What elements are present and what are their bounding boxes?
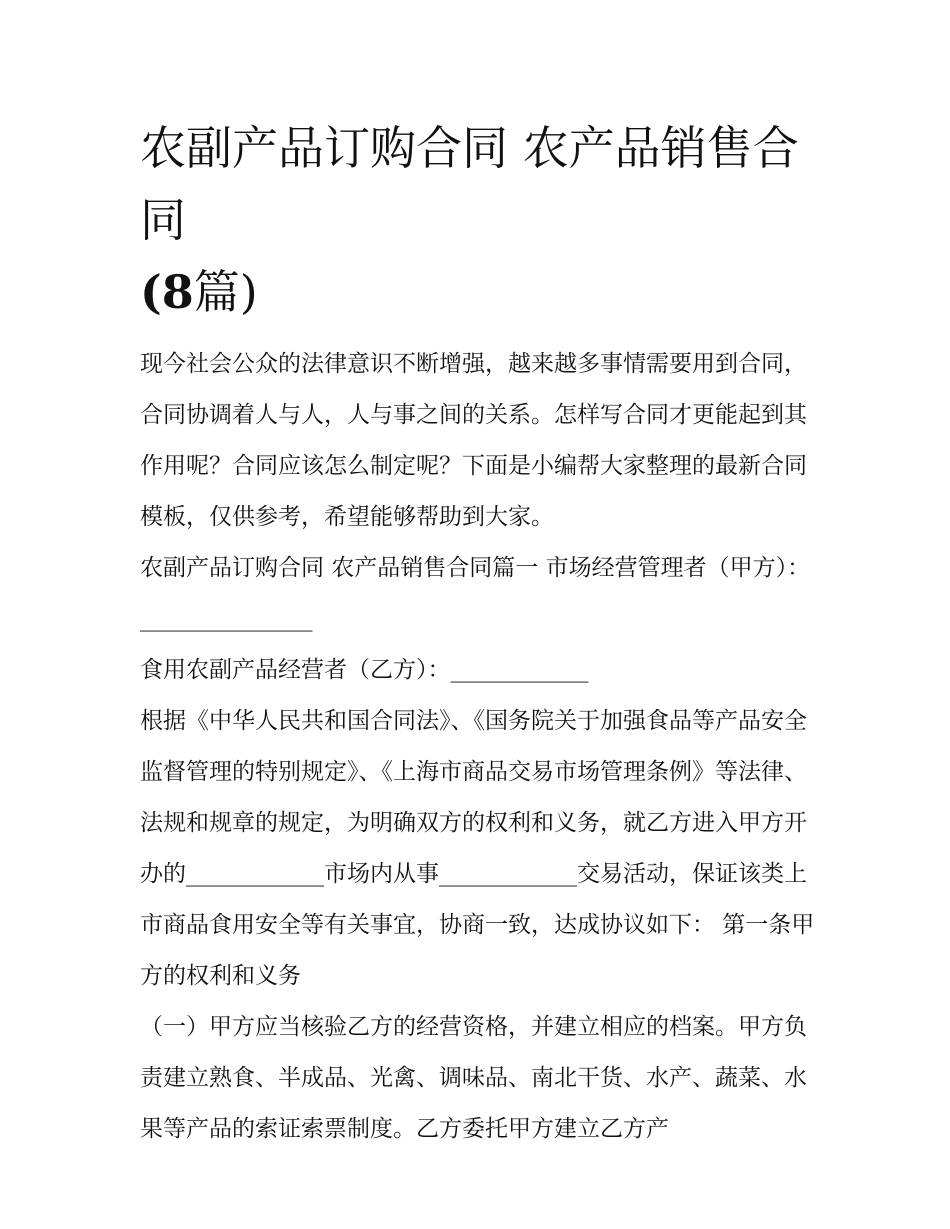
party-b-line: 食用农副产品经营者（乙方）：____________	[140, 657, 589, 683]
document-title	[140, 112, 820, 328]
clause-paragraph: （一）甲方应当核验乙方的经营资格，并建立相应的档案。甲方负责建立熟食、半成品、光禽、调味品、南北干货、水产、蔬菜、水果等产品的索证索票制度。乙方委托甲方建立乙方产	[140, 1014, 807, 1142]
party-a-line: 农副产品订购合同 农产品销售合同篇一 市场经营管理者（甲方）：_______________	[140, 555, 811, 632]
legal-basis-paragraph: 根据《中华人民共和国合同法》、《国务院关于加强食品等产品安全监督管理的特别规定》、《上海市商品交易市场管理条例》等法律、法规和规章的规定，为明确双方的权利和义务，就乙方进入甲方开办的____________市场内从事____________交易活动，保证该类上市商品食用安全等有关事宜，协商一致，达成协议如下： 第一条甲方的权利和义务	[140, 708, 815, 989]
document-body	[140, 112, 820, 1155]
title-count: (8	[140, 265, 194, 319]
title-text: 农副产品订购合同 农产品销售合同	[140, 121, 799, 247]
title-suffix: 篇)	[193, 265, 258, 319]
intro-paragraph: 现今社会公众的法律意识不断增强，越来越多事情需要用到合同，合同协调着人与人，人与事之间的关系。怎样写合同才更能起到其作用呢？合同应该怎么制定呢？下面是小编帮大家整理的最新合同模板，仅供参考，希望能够帮助到大家。	[140, 351, 807, 530]
